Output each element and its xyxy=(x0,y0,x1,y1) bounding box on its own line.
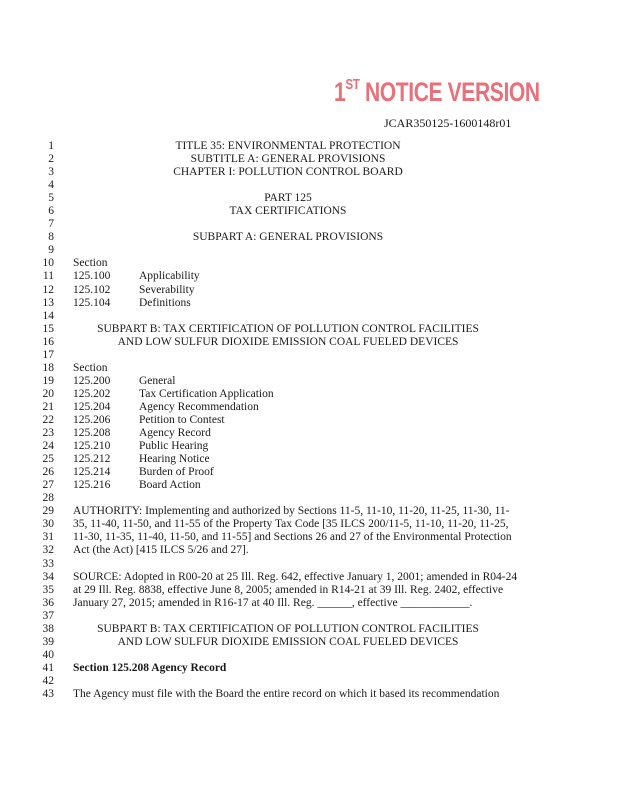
body-text: January 27, 2015; amended in R16-17 at 40 Ill. Reg. ______, effective ____________. xyxy=(73,596,473,609)
section-heading: Section 125.208 Agency Record xyxy=(73,661,227,674)
line-29 xyxy=(0,505,644,518)
line-number: 25 xyxy=(42,453,54,466)
line-18 xyxy=(0,362,644,375)
line-9 xyxy=(0,244,644,257)
first-notice-stamp xyxy=(334,76,540,112)
line-number: 36 xyxy=(42,596,54,609)
line-31 xyxy=(0,531,644,544)
line-number: 14 xyxy=(42,309,54,322)
line-number: 5 xyxy=(48,192,54,205)
toc-section-number: 125.202 xyxy=(73,387,111,400)
line-25 xyxy=(0,453,644,466)
line-number: 18 xyxy=(42,361,54,374)
line-number: 20 xyxy=(42,387,54,400)
line-26 xyxy=(0,466,644,479)
line-number: 3 xyxy=(48,166,54,179)
line-23 xyxy=(0,427,644,440)
heading-text: SUBPART A: GENERAL PROVISIONS xyxy=(192,231,384,244)
line-3 xyxy=(0,166,644,179)
heading-text: AND LOW SULFUR DIOXIDE EMISSION COAL FUELED DEVICES xyxy=(117,335,459,348)
line-number: 37 xyxy=(42,609,54,622)
line-11 xyxy=(0,270,644,283)
line-number: 29 xyxy=(42,505,54,518)
toc-section-title: Definitions xyxy=(139,296,191,309)
line-28 xyxy=(0,492,644,505)
body-text: Section xyxy=(73,361,108,374)
toc-section-number: 125.208 xyxy=(73,427,111,440)
body-text: The Agency must file with the Board the entire record on which it based its recommendation xyxy=(73,687,500,700)
line-15 xyxy=(0,323,644,336)
line-27 xyxy=(0,479,644,492)
line-37 xyxy=(0,610,644,623)
line-5 xyxy=(0,192,644,205)
toc-section-title: Applicability xyxy=(139,270,200,283)
line-2 xyxy=(0,153,644,166)
line-1 xyxy=(0,140,644,153)
line-number: 6 xyxy=(48,205,54,218)
line-40 xyxy=(0,649,644,662)
toc-section-number: 125.210 xyxy=(73,440,111,453)
toc-section-title: Board Action xyxy=(139,479,201,492)
heading-text: CHAPTER I: POLLUTION CONTROL BOARD xyxy=(173,166,403,179)
line-number: 30 xyxy=(42,518,54,531)
body-text: 11-30, 11-35, 11-40, 11-50, and 11-55] and Sections 26 and 27 of the Environmental Protection xyxy=(73,531,512,544)
line-number: 35 xyxy=(42,583,54,596)
line-number: 8 xyxy=(48,231,54,244)
line-16 xyxy=(0,336,644,349)
toc-section-number: 125.104 xyxy=(73,296,111,309)
toc-section-number: 125.212 xyxy=(73,453,111,466)
body-text: SOURCE: Adopted in R00-20 at 25 Ill. Reg. 642, effective January 1, 2001; amended in R04-24 xyxy=(73,570,518,583)
line-38 xyxy=(0,623,644,636)
line-number: 27 xyxy=(42,479,54,492)
line-number: 16 xyxy=(42,335,54,348)
toc-section-title: Burden of Proof xyxy=(139,466,214,479)
toc-section-title: General xyxy=(139,374,176,387)
line-number: 33 xyxy=(42,557,54,570)
toc-section-title: Agency Record xyxy=(139,427,211,440)
line-12 xyxy=(0,284,644,297)
line-number: 7 xyxy=(48,218,54,231)
line-20 xyxy=(0,388,644,401)
stamp-text: NOTICE VERSION xyxy=(359,77,540,107)
line-number: 34 xyxy=(42,570,54,583)
line-number: 39 xyxy=(42,635,54,648)
line-17 xyxy=(0,349,644,362)
line-number: 9 xyxy=(48,244,54,257)
toc-section-number: 125.204 xyxy=(73,400,111,413)
line-30 xyxy=(0,518,644,531)
toc-section-number: 125.216 xyxy=(73,479,111,492)
line-number: 42 xyxy=(42,674,54,687)
line-32 xyxy=(0,544,644,557)
line-number: 11 xyxy=(42,270,54,283)
line-number: 13 xyxy=(42,296,54,309)
body-text: Act (the Act) [415 ILCS 5/26 and 27]. xyxy=(73,544,249,557)
toc-section-number: 125.102 xyxy=(73,283,111,296)
line-number: 12 xyxy=(42,283,54,296)
line-6 xyxy=(0,205,644,218)
line-number: 32 xyxy=(42,544,54,557)
line-number: 26 xyxy=(42,466,54,479)
toc-section-title: Public Hearing xyxy=(139,440,209,453)
toc-section-number: 125.200 xyxy=(73,374,111,387)
line-number: 31 xyxy=(42,531,54,544)
line-number: 15 xyxy=(42,322,54,335)
line-8 xyxy=(0,231,644,244)
line-10 xyxy=(0,257,644,270)
heading-text: TAX CERTIFICATIONS xyxy=(229,205,347,218)
heading-text: SUBPART B: TAX CERTIFICATION OF POLLUTION CONTROL FACILITIES xyxy=(97,622,479,635)
line-number: 1 xyxy=(48,140,54,152)
line-number: 41 xyxy=(42,661,54,674)
document-body xyxy=(0,140,644,701)
line-number: 4 xyxy=(48,179,54,192)
line-35 xyxy=(0,584,644,597)
toc-section-title: Petition to Contest xyxy=(139,413,225,426)
line-21 xyxy=(0,401,644,414)
line-number: 17 xyxy=(42,348,54,361)
line-36 xyxy=(0,597,644,610)
line-41 xyxy=(0,662,644,675)
stamp-ordinal: 1 xyxy=(334,77,346,107)
body-text: at 29 Ill. Reg. 8838, effective June 8, 2005; amended in R14-21 at 39 Ill. Reg. 2402, effective xyxy=(73,583,504,596)
line-24 xyxy=(0,440,644,453)
toc-section-number: 125.214 xyxy=(73,466,111,479)
line-43 xyxy=(0,688,644,701)
heading-text: SUBPART B: TAX CERTIFICATION OF POLLUTION CONTROL FACILITIES xyxy=(97,322,479,335)
line-number: 22 xyxy=(42,413,54,426)
line-number: 43 xyxy=(42,687,54,700)
document-id: JCAR350125-1600148r01 xyxy=(384,116,512,130)
toc-section-title: Tax Certification Application xyxy=(139,387,274,400)
line-number: 19 xyxy=(42,374,54,387)
line-13 xyxy=(0,297,644,310)
line-42 xyxy=(0,675,644,688)
line-number: 21 xyxy=(42,400,54,413)
toc-section-title: Hearing Notice xyxy=(139,453,210,466)
line-number: 23 xyxy=(42,427,54,440)
heading-text: PART 125 xyxy=(264,192,312,205)
line-4 xyxy=(0,179,644,192)
toc-section-title: Agency Recommendation xyxy=(139,400,259,413)
line-14 xyxy=(0,310,644,323)
heading-text: SUBTITLE A: GENERAL PROVISIONS xyxy=(190,153,386,166)
line-number: 38 xyxy=(42,622,54,635)
line-33 xyxy=(0,558,644,571)
heading-text: TITLE 35: ENVIRONMENTAL PROTECTION xyxy=(175,140,401,152)
body-text: AUTHORITY: Implementing and authorized by Sections 11-5, 11-10, 11-20, 11-25, 11-30, 11- xyxy=(73,505,510,518)
line-22 xyxy=(0,414,644,427)
line-number: 24 xyxy=(42,440,54,453)
line-number: 40 xyxy=(42,648,54,661)
line-34 xyxy=(0,571,644,584)
toc-section-number: 125.100 xyxy=(73,270,111,283)
toc-section-title: Severability xyxy=(139,283,195,296)
heading-text: AND LOW SULFUR DIOXIDE EMISSION COAL FUELED DEVICES xyxy=(117,635,459,648)
line-number: 10 xyxy=(42,257,54,270)
line-39 xyxy=(0,636,644,649)
line-7 xyxy=(0,218,644,231)
toc-section-number: 125.206 xyxy=(73,413,111,426)
line-number: 28 xyxy=(42,492,54,505)
body-text: Section xyxy=(73,257,108,270)
body-text: 35, 11-40, 11-50, and 11-55 of the Property Tax Code [35 ILCS 200/11-5, 11-10, 11-20, 11-25, xyxy=(73,518,509,531)
line-19 xyxy=(0,375,644,388)
stamp-suffix: ST xyxy=(345,76,360,93)
line-number: 2 xyxy=(48,153,54,166)
